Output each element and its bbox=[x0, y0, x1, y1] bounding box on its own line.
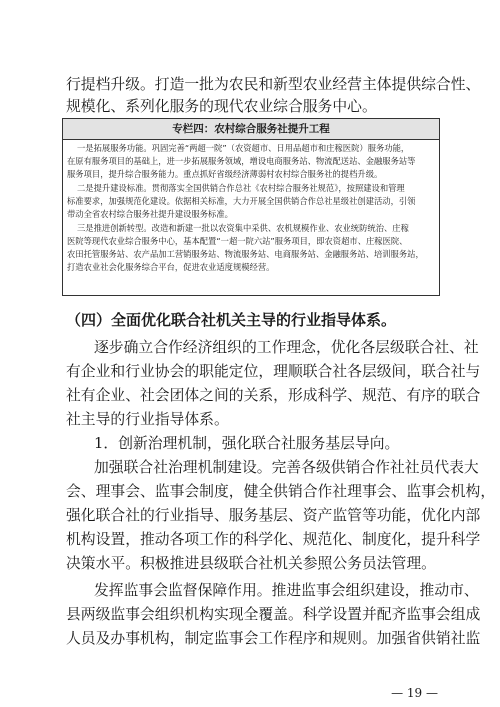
body-line: 人员及办事机构，制定监事会工作程序和规则。加强省供销社监 bbox=[66, 630, 481, 647]
box-line: 一是拓展服务功能。巩固完善“两超一院”（农资超市、日用品超市和庄稼医院）服务功能， bbox=[77, 143, 410, 153]
box-line: 打造农业社会化服务综合平台，促进农业适度规模经营。 bbox=[67, 262, 275, 272]
body-line: 有企业和行业协会的职能定位，理顺联合社各层级间，联合社与 bbox=[66, 363, 481, 380]
box-line: 在原有服务项目的基础上，进一步拓展服务领域，增设电商服务站、物流配送站、金融服务站等 bbox=[67, 156, 416, 166]
body-line: 决策水平。积极推进县级联合社机关参照公务员法管理。 bbox=[66, 555, 436, 572]
column-box-title: 专栏四：农村综合服务社提升工程 bbox=[63, 119, 439, 140]
body-line: 加强联合社治理机制建设。完善各级供销合作社社员代表大 bbox=[94, 459, 479, 476]
body-line: 规模化、系列化服务的现代农业综合服务中心。 bbox=[66, 98, 377, 115]
body-line: 机构设置，推动各项工作的科学化、规范化、制度化，提升科学 bbox=[66, 531, 481, 548]
section-heading: （四）全面优化联合社机关主导的行业指导体系。 bbox=[66, 311, 397, 329]
box-line: 标准要求，加强规范化建设。依据相关标准，大力开展全国供销合作总社星级社创建活动，引领 bbox=[67, 196, 416, 206]
box-line: 二是提升建设标准。贯彻落实全国供销合作总社《农村综合服务社规范》，按照建设和管理 bbox=[77, 183, 405, 193]
body-line: 县两级监事会组织机构实现全覆盖。科学设置并配齐监事会组成 bbox=[66, 606, 481, 623]
body-line: 强化联合社的行业指导、服务基层、资产监管等功能，优化内部 bbox=[66, 507, 481, 524]
body-line: 发挥监事会监督保障作用。推进监事会组织建设，推动市、 bbox=[94, 582, 479, 599]
page-number: — 19 — bbox=[391, 686, 438, 700]
body-line: 行提档升级。打造一批为农民和新型农业经营主体提供综合性、 bbox=[66, 76, 481, 93]
column-box bbox=[62, 118, 440, 296]
box-line: 服务项目，提升综合服务能力。重点抓好省级经济薄弱村农村综合服务社的提档升级。 bbox=[67, 169, 383, 179]
body-line: 社主导的行业指导体系。 bbox=[66, 411, 229, 428]
box-line: 带动全省农村综合服务社提升建设服务标准。 bbox=[67, 209, 233, 219]
body-line: 社有企业、社会团体之间的关系，形成科学、规范、有序的联合 bbox=[66, 387, 481, 404]
subheading: 1．创新治理机制，强化联合社服务基层导向。 bbox=[94, 435, 400, 452]
body-line: 会、理事会、监事会制度，健全供销合作社理事会、监事会机构， bbox=[66, 483, 496, 500]
box-line: 医院等现代农业综合服务中心，基本配置“一超一院六站”服务项目，即农资超市、庄稼医院、 bbox=[67, 236, 408, 246]
box-line: 三是推进创新转型。改造和新建一批以农资集中采供、农机规模作业、农业统防统治、庄稼 bbox=[77, 223, 409, 233]
body-line: 逐步确立合作经济组织的工作理念，优化各层级联合社、社 bbox=[94, 339, 479, 356]
box-line: 农田托管服务站、农产品加工营销服务站、物流服务站、电商服务站、金融服务站、培训服务站， bbox=[67, 249, 424, 259]
